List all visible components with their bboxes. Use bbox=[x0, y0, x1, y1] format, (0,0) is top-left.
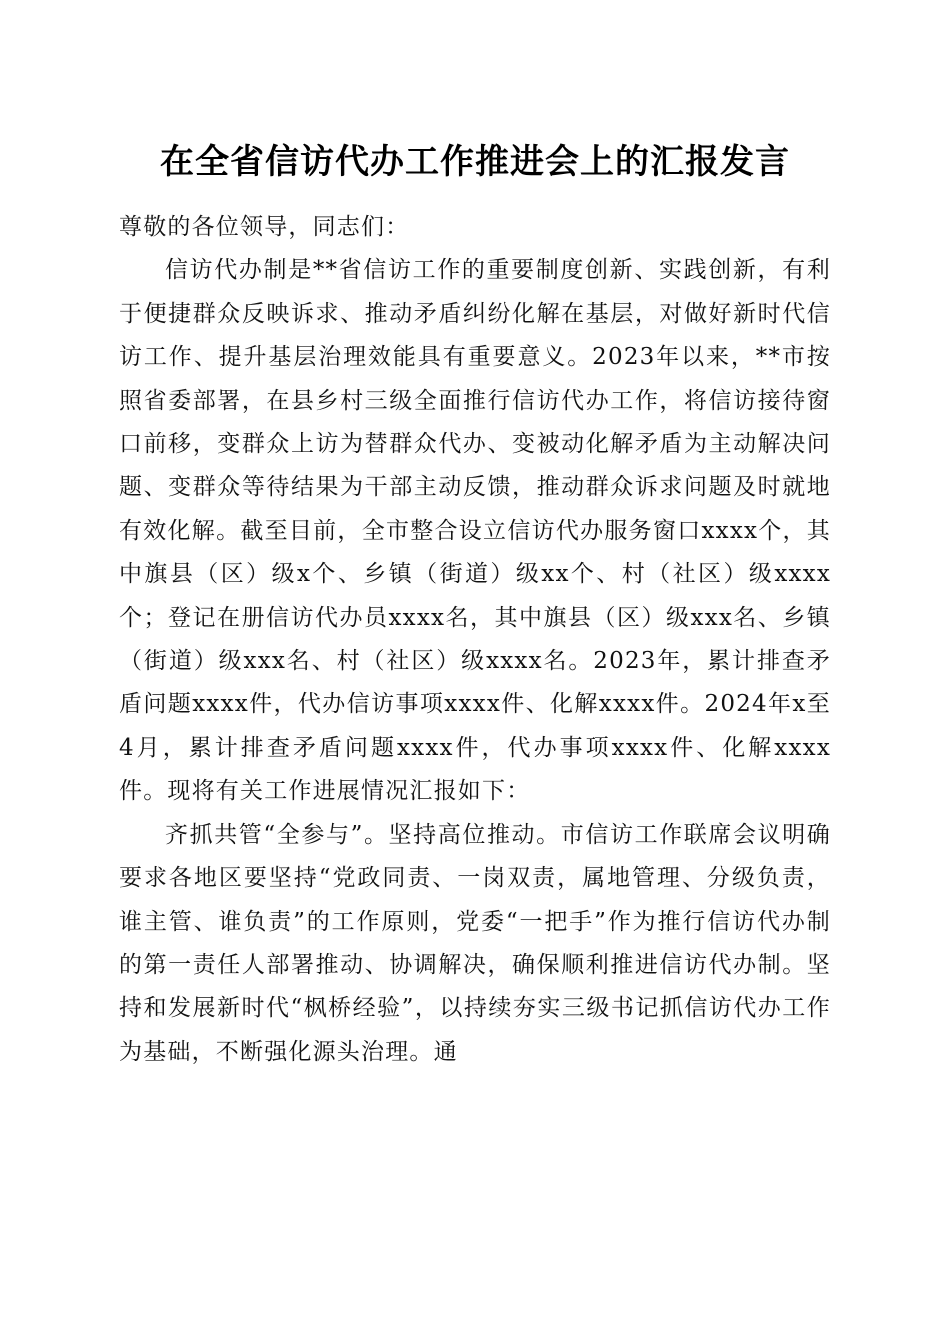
document-title: 在全省信访代办工作推进会上的汇报发言 bbox=[160, 142, 790, 182]
paragraph-intro: 信访代办制是**省信访工作的重要制度创新、实践创新，有利于便捷群众反映诉求、推动矛盾纠纷化解在基层，对做好新时代信访工作、提升基层治理效能具有重要意义。2023年以来，**市按照省委部署，在县乡村三级全面推行信访代办工作，将信访接待窗口前移，变群众上访为替群众代办、变被动化解矛盾为主动解决问题、变群众等待结果为干部主动反馈，推动群众诉求问题及时就地有效化解。截至目前，全市整合设立信访代办服务窗口xxxx个，其中旗县（区）级x个、乡镇（街道）级xx个、村（社区）级xxxx个；登记在册信访代办员xxxx名，其中旗县（区）级xxx名、乡镇（街道）级xxx名、村（社区）级xxxx名。2023年，累计排查矛盾问题xxxx件，代办信访事项xxxx件、化解xxxx件。2024年x至4月，累计排查矛盾问题xxxx件，代办事项xxxx件、化解xxxx件。现将有关工作进展情况汇报如下： bbox=[119, 257, 831, 805]
salutation: 尊敬的各位领导，同志们： bbox=[119, 214, 410, 240]
document-body bbox=[119, 206, 831, 1074]
paragraph-joint-management: 齐抓共管“全参与”。坚持高位推动。市信访工作联席会议明确要求各地区要坚持“党政同责、一岗双责，属地管理、分级负责，谁主管、谁负责”的工作原则，党委“一把手”作为推行信访代办制的第一责任人部署推动、协调解决，确保顺利推进信访代办制。坚持和发展新时代“枫桥经验”，以持续夯实三级书记抓信访代办工作为基础，不断强化源头治理。通 bbox=[119, 821, 831, 1065]
